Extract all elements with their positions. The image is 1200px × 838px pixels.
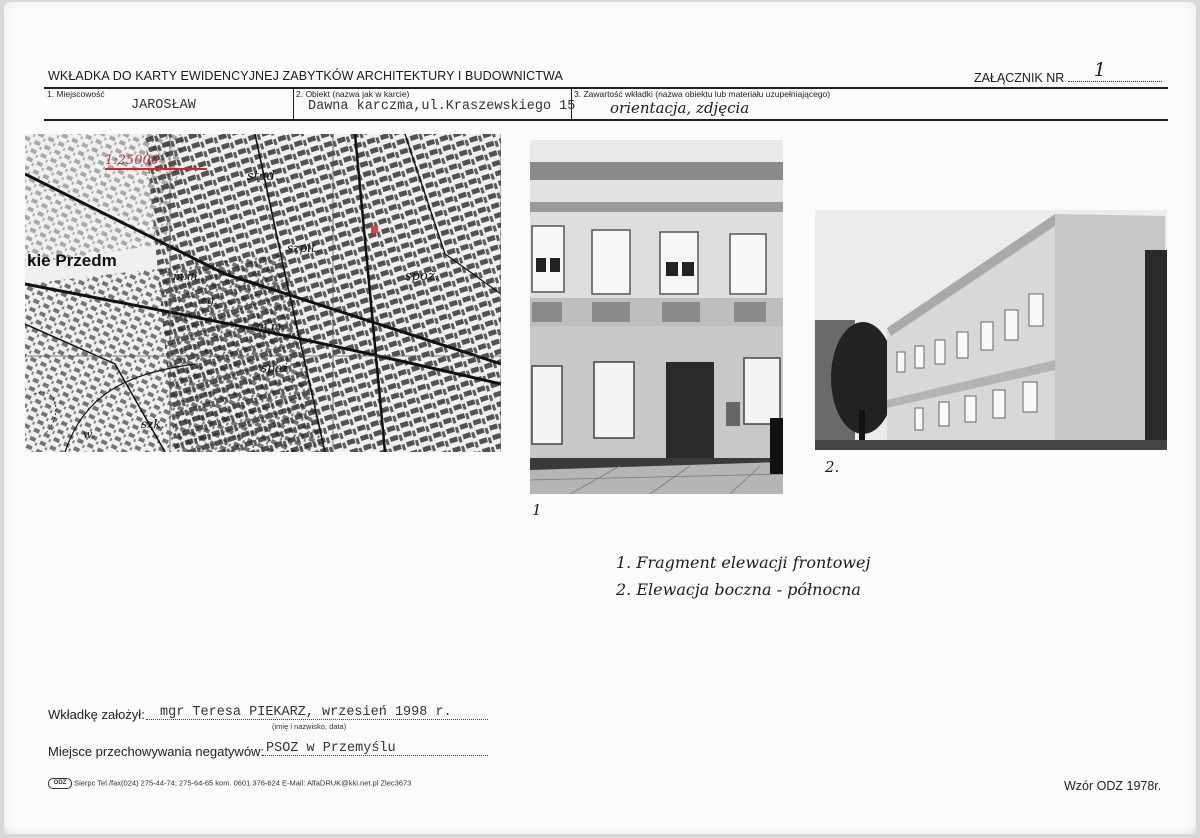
map-label-cg: cg.	[201, 294, 218, 307]
map-label-szpit: szpit.	[287, 241, 320, 255]
negatives-storage-label: Miejsce przechowywania negatywów:	[48, 744, 265, 759]
map-label-szk: szk.	[141, 417, 165, 431]
created-by-hint: (imię i nazwisko, data)	[272, 722, 347, 731]
field-divider-1	[293, 88, 294, 119]
printer-logo: ODZ	[48, 778, 72, 789]
form-model: Wzór ODZ 1978r.	[1064, 779, 1162, 793]
negatives-storage-line	[262, 738, 488, 756]
printer-details: Sierpc Tel./fax(024) 275-44-74; 275-64-65 kom. 0601 376-624 E-Mail: AlfaDRUK@kki.net.pl Zlec3673	[74, 778, 412, 788]
content-value: orientacja, zdjęcia	[610, 99, 750, 117]
created-by-line	[146, 702, 488, 720]
created-by-label: Wkładkę założył:	[48, 707, 145, 722]
printer-imprint	[48, 778, 411, 789]
caption-2: 2. Elewacja boczna - północna	[616, 580, 861, 599]
header-bottom-rule	[44, 119, 1168, 121]
photo-front-elevation	[530, 140, 783, 494]
photo-side-elevation	[815, 210, 1167, 450]
annex-label: ZAŁĄCZNIK NR	[974, 71, 1065, 85]
map-graphic	[25, 134, 501, 452]
map-label-przedmiescie: kie Przedm	[27, 251, 117, 270]
document-page	[4, 2, 1196, 834]
object-value: Dawna karczma,ul.Kraszewskiego 15	[308, 99, 576, 114]
photo-front-graphic	[530, 140, 783, 494]
map-scale: 1:25000	[105, 153, 160, 168]
locality-value: JAROSŁAW	[131, 98, 196, 113]
map-label-mm-2: m.m.	[257, 320, 285, 333]
map-label-mm-1: m.m.	[173, 270, 201, 283]
created-by-value: mgr Teresa PIEKARZ, wrzesień 1998 r.	[160, 705, 452, 720]
caption-1: 1. Fragment elewacji frontowej	[616, 553, 871, 572]
negatives-storage-value: PSOZ w Przemyślu	[266, 741, 396, 756]
map-label-spoz-2: spoż	[261, 361, 289, 375]
locality-label: 1. Miejscowość	[47, 89, 105, 99]
map-label-stad: stad.	[247, 169, 280, 184]
object-label: 2. Obiekt (nazwa jak w karcie)	[296, 89, 410, 99]
photo2-number: 2.	[825, 458, 840, 476]
annex-number-field	[974, 59, 1162, 85]
annex-number: 1	[1093, 59, 1106, 81]
form-title: WKŁADKA DO KARTY EWIDENCYJNEJ ZABYTKÓW ARCHITEKTURY I BUDOWNICTWA	[48, 69, 563, 83]
photo1-number: 1	[532, 501, 542, 519]
map-label-spoz-1: spoż.	[405, 269, 439, 284]
photo-side-graphic	[815, 210, 1167, 450]
map-label-w: w.	[83, 428, 95, 441]
content-label: 3. Zawartość wkładki (nazwa obiektu lub materiału uzupełniającego)	[574, 89, 831, 99]
location-map	[25, 134, 501, 452]
